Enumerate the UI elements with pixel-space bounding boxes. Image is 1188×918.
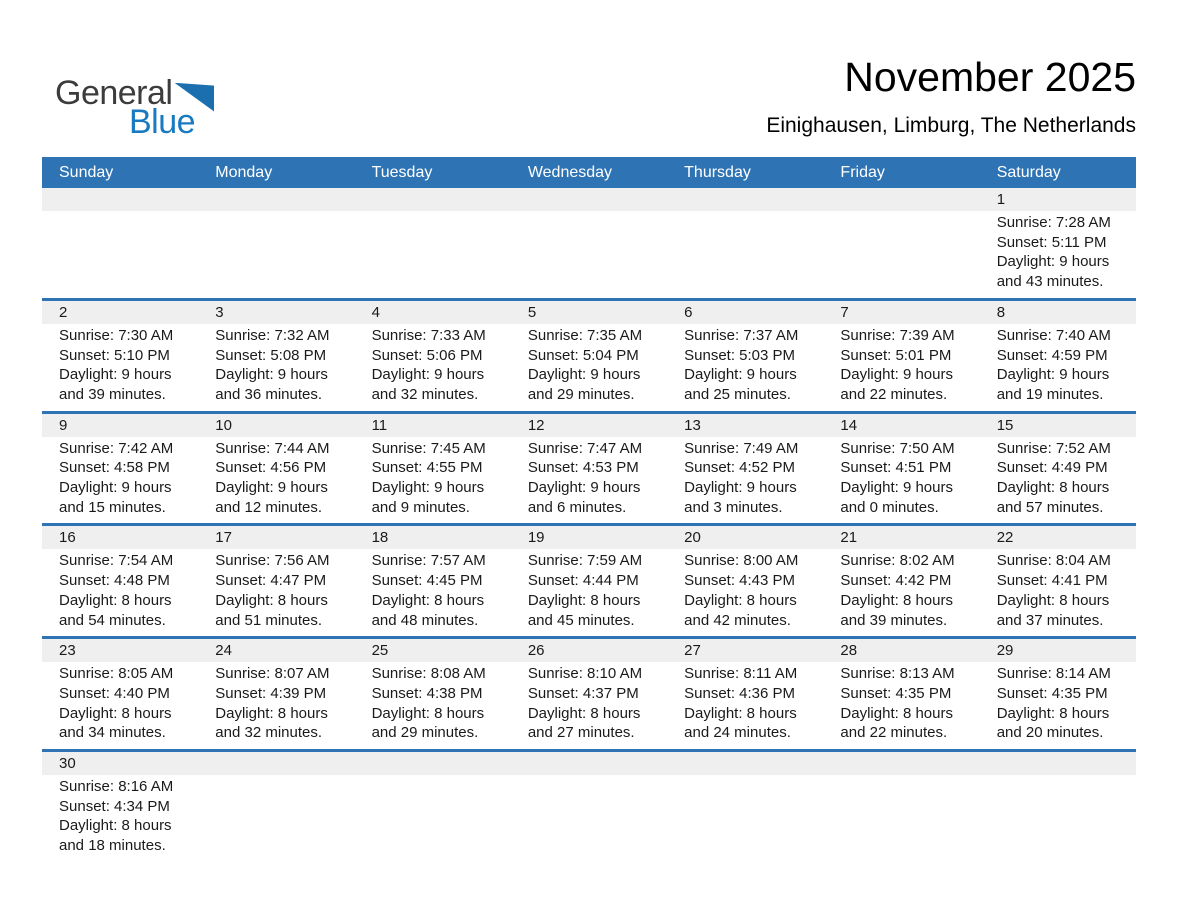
week-row <box>42 298 1136 411</box>
day-detail-line: Sunrise: 8:16 AM <box>59 778 174 796</box>
day-detail-line: and 39 minutes. <box>59 385 166 403</box>
day-detail-line: Sunrise: 8:07 AM <box>215 665 330 683</box>
day-detail-line: Daylight: 9 hours <box>59 479 172 497</box>
day-detail-line: Sunrise: 8:14 AM <box>996 665 1111 683</box>
day-cell <box>511 549 667 636</box>
page-title: November 2025 <box>844 54 1136 100</box>
day-detail-line: and 43 minutes. <box>996 273 1104 291</box>
day-detail-line: Sunset: 4:35 PM <box>840 684 952 702</box>
day-detail-line: Sunset: 4:35 PM <box>996 684 1108 702</box>
day-detail-line: Sunset: 4:37 PM <box>527 684 639 702</box>
day-detail-line: Daylight: 9 hours <box>684 366 797 384</box>
day-detail-line: Sunset: 4:39 PM <box>215 684 327 702</box>
day-cell <box>823 549 979 636</box>
day-detail-line: Sunset: 4:42 PM <box>840 572 952 590</box>
day-detail-line: Sunrise: 7:54 AM <box>59 552 174 570</box>
day-number: 21 <box>840 529 858 547</box>
day-number-band <box>42 414 1136 437</box>
day-detail-line: Sunrise: 7:28 AM <box>996 214 1111 231</box>
day-cell <box>823 662 979 749</box>
day-detail-line: Sunrise: 8:02 AM <box>840 552 955 570</box>
day-detail-line: Daylight: 9 hours <box>371 366 485 384</box>
day-detail-line: Sunrise: 7:37 AM <box>684 326 799 344</box>
day-cell <box>355 549 511 636</box>
day-detail-line: Sunrise: 8:13 AM <box>840 665 955 683</box>
day-detail-line: Daylight: 8 hours <box>371 704 485 722</box>
week-body <box>42 775 1136 862</box>
day-detail-line: Daylight: 8 hours <box>527 591 641 609</box>
day-detail-line: Sunset: 4:55 PM <box>371 459 483 477</box>
day-detail-line: Sunset: 4:49 PM <box>996 459 1108 477</box>
day-detail-line: Daylight: 8 hours <box>59 591 172 609</box>
day-cell <box>42 437 198 524</box>
day-detail-line: Daylight: 8 hours <box>996 479 1110 497</box>
day-detail-line: Sunrise: 8:04 AM <box>996 552 1111 570</box>
day-detail-line: and 34 minutes. <box>59 724 166 742</box>
day-detail-line: Sunset: 5:03 PM <box>684 346 796 364</box>
day-detail-line: and 48 minutes. <box>371 611 479 629</box>
day-cell <box>980 662 1136 749</box>
day-number: 18 <box>371 529 389 547</box>
day-detail-line: and 37 minutes. <box>996 611 1104 629</box>
day-cell <box>42 324 198 411</box>
day-detail-line: Daylight: 8 hours <box>371 591 485 609</box>
day-number: 11 <box>371 416 388 434</box>
day-detail-line: Sunset: 5:10 PM <box>59 346 170 364</box>
day-detail-line: Sunrise: 7:35 AM <box>527 326 643 344</box>
day-detail-line: and 6 minutes. <box>527 498 627 516</box>
day-detail-line: Sunset: 5:06 PM <box>371 346 483 364</box>
empty-day-number <box>198 188 354 211</box>
day-number: 20 <box>684 529 701 547</box>
day-cell <box>42 549 198 636</box>
week-row <box>42 523 1136 636</box>
day-detail-line: Sunset: 5:04 PM <box>527 346 639 364</box>
empty-day-number <box>823 188 979 211</box>
empty-day-number <box>980 752 1136 775</box>
day-detail-line: Daylight: 9 hours <box>371 479 485 497</box>
week-row <box>42 636 1136 749</box>
day-cell <box>667 324 823 411</box>
day-detail-line: Daylight: 8 hours <box>59 817 172 835</box>
empty-day-number <box>667 752 823 775</box>
empty-day-cell <box>823 775 979 862</box>
day-cell <box>198 324 354 411</box>
week-body <box>42 662 1136 749</box>
weekday-header-saturday: Saturday <box>996 164 1061 181</box>
day-detail-line: and 22 minutes. <box>840 724 948 742</box>
day-cell <box>823 324 979 411</box>
empty-day-number <box>511 188 667 211</box>
weekday-header-tuesday: Tuesday <box>371 164 433 181</box>
day-detail-line: and 15 minutes. <box>59 498 166 516</box>
day-cell <box>42 775 198 862</box>
day-cell <box>667 437 823 524</box>
day-cell <box>355 324 511 411</box>
day-number: 1 <box>996 191 1006 208</box>
week-row <box>42 411 1136 524</box>
day-number: 9 <box>59 416 68 434</box>
day-number-band <box>42 188 1136 211</box>
day-detail-line: Sunset: 4:38 PM <box>371 684 483 702</box>
day-detail-line: Sunset: 5:11 PM <box>996 233 1107 251</box>
page-subtitle: Einighausen, Limburg, The Netherlands <box>766 113 1136 137</box>
day-detail-line: Daylight: 8 hours <box>840 704 953 722</box>
day-detail-line: and 32 minutes. <box>215 724 323 742</box>
day-detail-line: Sunset: 5:08 PM <box>215 346 327 364</box>
general-blue-logo <box>55 76 214 139</box>
day-number: 24 <box>215 642 232 660</box>
day-detail-line: and 57 minutes. <box>996 498 1104 516</box>
day-detail-line: Sunset: 4:52 PM <box>684 459 796 477</box>
weekday-header-friday: Friday <box>840 164 885 181</box>
day-number: 4 <box>371 303 380 321</box>
empty-day-number <box>511 752 667 775</box>
day-number: 22 <box>996 529 1014 547</box>
day-detail-line: Sunset: 4:56 PM <box>215 459 327 477</box>
day-detail-line: Sunrise: 7:42 AM <box>59 439 174 457</box>
day-detail-line: and 19 minutes. <box>996 385 1104 403</box>
day-cell <box>980 549 1136 636</box>
empty-day-cell <box>42 211 198 298</box>
day-detail-line: Daylight: 9 hours <box>840 366 953 384</box>
logo-text-general: General <box>55 74 173 112</box>
day-detail-line: Sunrise: 7:56 AM <box>215 552 330 570</box>
empty-day-cell <box>511 211 667 298</box>
day-detail-line: and 20 minutes. <box>996 724 1104 742</box>
empty-day-number <box>42 188 198 211</box>
day-detail-line: Daylight: 9 hours <box>840 479 953 497</box>
day-cell <box>355 437 511 524</box>
day-cell <box>980 211 1136 298</box>
day-number-band <box>42 301 1136 324</box>
day-number: 10 <box>215 416 232 434</box>
empty-day-cell <box>198 211 354 298</box>
day-detail-line: Sunrise: 7:40 AM <box>996 326 1111 344</box>
day-number: 7 <box>840 303 849 321</box>
empty-day-number <box>823 752 979 775</box>
day-detail-line: Sunrise: 7:30 AM <box>59 326 174 344</box>
day-detail-line: Sunset: 4:45 PM <box>371 572 483 590</box>
day-detail-line: Daylight: 9 hours <box>527 479 641 497</box>
day-detail-line: Sunrise: 8:00 AM <box>684 552 799 570</box>
day-number: 28 <box>840 642 858 660</box>
week-body <box>42 211 1136 298</box>
day-detail-line: Daylight: 9 hours <box>215 479 328 497</box>
day-cell <box>511 662 667 749</box>
day-number: 13 <box>684 416 701 434</box>
day-detail-line: and 29 minutes. <box>527 385 635 403</box>
day-number: 15 <box>996 416 1014 434</box>
day-number: 5 <box>527 303 537 321</box>
day-cell <box>511 437 667 524</box>
day-number: 30 <box>59 755 76 773</box>
day-detail-line: Sunrise: 7:39 AM <box>840 326 955 344</box>
day-detail-line: Daylight: 8 hours <box>215 591 328 609</box>
day-detail-line: and 25 minutes. <box>684 385 791 403</box>
day-detail-line: and 9 minutes. <box>371 498 470 516</box>
day-cell <box>198 662 354 749</box>
day-number: 12 <box>527 416 545 434</box>
day-detail-line: Daylight: 8 hours <box>996 591 1110 609</box>
day-number: 19 <box>527 529 545 547</box>
day-detail-line: Daylight: 9 hours <box>215 366 328 384</box>
day-detail-line: Sunrise: 7:47 AM <box>527 439 643 457</box>
day-detail-line: Sunset: 4:44 PM <box>527 572 639 590</box>
day-detail-line: Sunset: 4:34 PM <box>59 797 170 815</box>
day-number: 6 <box>684 303 693 321</box>
day-detail-line: and 36 minutes. <box>215 385 323 403</box>
day-detail-line: Sunset: 4:36 PM <box>684 684 796 702</box>
day-detail-line: Daylight: 9 hours <box>59 366 172 384</box>
empty-day-cell <box>355 775 511 862</box>
empty-day-cell <box>667 775 823 862</box>
day-number: 25 <box>371 642 389 660</box>
day-detail-line: and 18 minutes. <box>59 837 166 855</box>
empty-day-cell <box>511 775 667 862</box>
day-detail-line: and 0 minutes. <box>840 498 939 516</box>
day-detail-line: Daylight: 8 hours <box>684 591 797 609</box>
calendar-grid <box>42 188 1136 862</box>
day-cell <box>823 437 979 524</box>
empty-day-number <box>198 752 354 775</box>
day-detail-line: Sunset: 4:59 PM <box>996 346 1108 364</box>
day-number: 27 <box>684 642 701 660</box>
day-number: 17 <box>215 529 232 547</box>
day-number-band <box>42 752 1136 775</box>
day-cell <box>980 324 1136 411</box>
day-detail-line: Sunrise: 8:11 AM <box>684 665 798 683</box>
day-detail-line: Sunrise: 7:57 AM <box>371 552 486 570</box>
day-number: 3 <box>215 303 224 321</box>
day-cell <box>667 549 823 636</box>
day-detail-line: and 24 minutes. <box>684 724 791 742</box>
day-cell <box>198 437 354 524</box>
day-detail-line: and 45 minutes. <box>527 611 635 629</box>
day-detail-line: Sunrise: 7:52 AM <box>996 439 1111 457</box>
calendar <box>42 157 1136 862</box>
day-number-band <box>42 639 1136 662</box>
day-detail-line: Sunrise: 7:44 AM <box>215 439 330 457</box>
day-detail-line: and 22 minutes. <box>840 385 948 403</box>
day-detail-line: Sunset: 4:41 PM <box>996 572 1108 590</box>
day-detail-line: Daylight: 9 hours <box>684 479 797 497</box>
empty-day-number <box>355 752 511 775</box>
empty-day-cell <box>667 211 823 298</box>
week-body <box>42 324 1136 411</box>
day-detail-line: Sunset: 4:53 PM <box>527 459 639 477</box>
day-detail-line: Sunset: 4:51 PM <box>840 459 952 477</box>
empty-day-cell <box>198 775 354 862</box>
day-number-band <box>42 526 1136 549</box>
empty-day-cell <box>355 211 511 298</box>
day-cell <box>980 437 1136 524</box>
day-detail-line: and 3 minutes. <box>684 498 783 516</box>
day-detail-line: and 27 minutes. <box>527 724 635 742</box>
day-detail-line: Sunrise: 8:05 AM <box>59 665 174 683</box>
day-cell <box>42 662 198 749</box>
weekday-header-row <box>42 157 1136 188</box>
day-detail-line: Sunset: 4:58 PM <box>59 459 170 477</box>
weekday-header-sunday: Sunday <box>59 164 114 181</box>
empty-day-cell <box>980 775 1136 862</box>
day-detail-line: Sunset: 4:47 PM <box>215 572 327 590</box>
day-detail-line: Daylight: 8 hours <box>215 704 328 722</box>
day-detail-line: and 54 minutes. <box>59 611 166 629</box>
day-number: 8 <box>996 303 1006 321</box>
day-number: 2 <box>59 303 68 321</box>
day-detail-line: Sunset: 4:48 PM <box>59 572 170 590</box>
weekday-header-wednesday: Wednesday <box>527 164 613 181</box>
day-detail-line: Sunrise: 8:10 AM <box>527 665 643 683</box>
day-number: 14 <box>840 416 858 434</box>
day-detail-line: Sunset: 5:01 PM <box>840 346 952 364</box>
day-detail-line: Sunrise: 7:32 AM <box>215 326 330 344</box>
day-number: 29 <box>996 642 1014 660</box>
empty-day-number <box>667 188 823 211</box>
day-detail-line: Sunrise: 7:49 AM <box>684 439 799 457</box>
day-number: 23 <box>59 642 76 660</box>
day-detail-line: and 12 minutes. <box>215 498 323 516</box>
day-detail-line: Daylight: 9 hours <box>996 366 1110 384</box>
day-detail-line: Daylight: 9 hours <box>996 253 1110 271</box>
day-detail-line: and 32 minutes. <box>371 385 479 403</box>
day-detail-line: Daylight: 8 hours <box>684 704 797 722</box>
day-cell <box>511 324 667 411</box>
day-detail-line: Sunrise: 7:59 AM <box>527 552 643 570</box>
day-detail-line: Sunrise: 8:08 AM <box>371 665 486 683</box>
empty-day-cell <box>823 211 979 298</box>
day-detail-line: and 42 minutes. <box>684 611 791 629</box>
day-detail-line: Daylight: 8 hours <box>59 704 172 722</box>
day-number: 26 <box>527 642 545 660</box>
day-detail-line: Sunrise: 7:45 AM <box>371 439 486 457</box>
empty-day-number <box>355 188 511 211</box>
day-number: 16 <box>59 529 76 547</box>
day-detail-line: Sunset: 4:40 PM <box>59 684 170 702</box>
day-detail-line: and 29 minutes. <box>371 724 479 742</box>
day-detail-line: Sunset: 4:43 PM <box>684 572 796 590</box>
day-detail-line: and 51 minutes. <box>215 611 323 629</box>
day-detail-line: Sunrise: 7:50 AM <box>840 439 955 457</box>
day-detail-line: Daylight: 8 hours <box>840 591 953 609</box>
day-detail-line: and 39 minutes. <box>840 611 948 629</box>
weekday-header-thursday: Thursday <box>684 164 751 181</box>
day-cell <box>198 549 354 636</box>
week-row <box>42 749 1136 862</box>
day-detail-line: Daylight: 8 hours <box>527 704 641 722</box>
header-titles <box>766 55 1136 138</box>
weekday-header-monday: Monday <box>215 164 273 181</box>
week-body <box>42 437 1136 524</box>
day-detail-line: Daylight: 9 hours <box>527 366 641 384</box>
day-detail-line: Sunrise: 7:33 AM <box>371 326 486 344</box>
week-row <box>42 188 1136 298</box>
day-cell <box>667 662 823 749</box>
week-body <box>42 549 1136 636</box>
logo-text-blue: Blue <box>129 102 196 141</box>
day-cell <box>355 662 511 749</box>
day-detail-line: Daylight: 8 hours <box>996 704 1110 722</box>
